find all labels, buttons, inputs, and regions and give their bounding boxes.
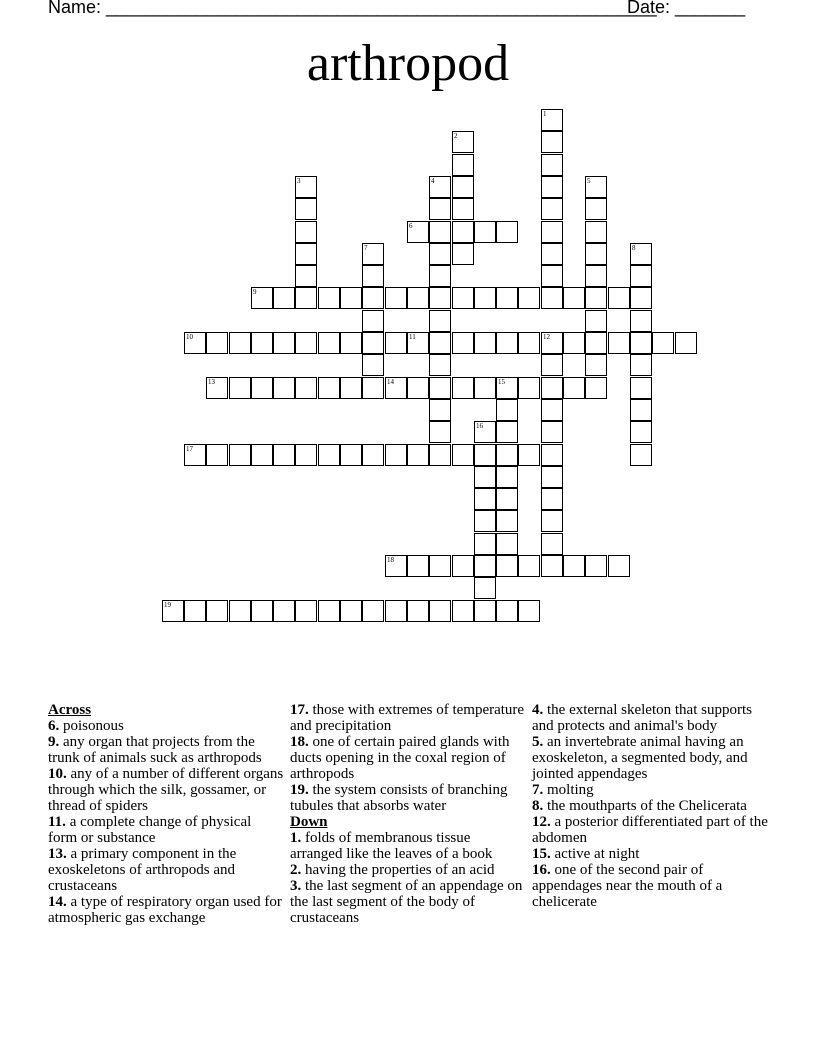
grid-cell[interactable] [206,332,228,354]
grid-cell[interactable] [474,600,496,622]
grid-cell[interactable] [429,310,451,332]
clue-across-10: 10. any of a number of different organs through which the silk, gossamer, or thread of spiders [48,766,284,814]
grid-cell[interactable] [474,444,496,466]
grid-cell[interactable] [630,399,652,421]
grid-cell[interactable] [273,332,295,354]
clue-down-15: 15. active at night [532,846,640,862]
grid-cell[interactable] [362,310,384,332]
grid-cell[interactable] [295,444,317,466]
grid-cell[interactable] [362,332,384,354]
grid-cell[interactable] [429,354,451,376]
grid-cell[interactable] [295,221,317,243]
grid-cell[interactable] [206,600,228,622]
grid-cell[interactable] [630,444,652,466]
grid-cell[interactable] [429,399,451,421]
grid-cell[interactable] [452,377,474,399]
grid-cell[interactable] [496,421,518,443]
grid-cell[interactable] [496,444,518,466]
grid-cell[interactable] [295,198,317,220]
grid-cell[interactable] [496,287,518,309]
clue-down-5: 5. an invertebrate animal having an exoskeleton, a segmented body, and jointed appendages [532,734,748,782]
grid-cell[interactable] [496,377,518,399]
cell-number: 1 [543,110,547,118]
grid-cell[interactable] [541,555,563,577]
cell-number: 6 [409,222,413,230]
grid-cell[interactable] [452,221,474,243]
grid-cell[interactable] [295,377,317,399]
grid-cell[interactable] [585,332,607,354]
grid-cell[interactable] [429,287,451,309]
grid-cell[interactable] [541,510,563,532]
grid-cell[interactable] [474,555,496,577]
grid-cell[interactable] [385,600,407,622]
grid-cell[interactable] [429,198,451,220]
grid-cell[interactable] [541,287,563,309]
grid-cell[interactable] [429,332,451,354]
grid-cell[interactable] [630,332,652,354]
grid-cell[interactable] [630,354,652,376]
grid-cell[interactable] [385,332,407,354]
grid-cell[interactable] [362,600,384,622]
grid-cell[interactable] [295,243,317,265]
grid-cell[interactable] [541,444,563,466]
grid-cell[interactable] [429,600,451,622]
grid-cell[interactable] [496,600,518,622]
grid-cell[interactable] [630,287,652,309]
grid-cell[interactable] [362,354,384,376]
grid-cell[interactable] [585,198,607,220]
grid-cell[interactable] [474,466,496,488]
grid-cell[interactable] [630,377,652,399]
puzzle-title: arthropod [306,35,510,92]
grid-cell[interactable] [407,555,429,577]
grid-cell[interactable] [541,131,563,153]
clue-down-8: 8. the mouthparts of the Chelicerata [532,798,747,814]
across-heading: Across [48,702,92,718]
grid-cell[interactable] [496,488,518,510]
grid-cell[interactable] [518,332,540,354]
cell-number: 4 [431,177,435,185]
grid-cell[interactable] [518,377,540,399]
grid-cell[interactable] [184,332,206,354]
grid-cell[interactable] [630,421,652,443]
date-field[interactable]: Date: _______ [627,0,746,17]
grid-cell[interactable] [585,221,607,243]
grid-cell[interactable] [518,555,540,577]
grid-cell[interactable] [273,600,295,622]
cell-number: 5 [587,177,591,185]
grid-cell[interactable] [585,287,607,309]
grid-cell[interactable] [452,332,474,354]
cell-number: 3 [297,177,301,185]
grid-cell[interactable] [295,332,317,354]
cell-number: 17 [186,445,193,453]
grid-cell[interactable] [251,332,273,354]
grid-cell[interactable] [585,377,607,399]
grid-cell[interactable] [318,600,340,622]
grid-cell[interactable] [652,332,674,354]
clue-across-13: 13. a primary component in the exoskeletons of arthropods and crustaceans [48,846,237,894]
cell-number: 14 [387,378,394,386]
grid-cell[interactable] [340,600,362,622]
grid-cell[interactable] [162,600,184,622]
grid-cell[interactable] [407,221,429,243]
grid-cell[interactable] [541,399,563,421]
grid-cell[interactable] [273,444,295,466]
grid-cell[interactable] [251,287,273,309]
grid-cell[interactable] [518,600,540,622]
grid-cell[interactable] [518,287,540,309]
grid-cell[interactable] [541,198,563,220]
grid-cell[interactable] [385,287,407,309]
clues-section [48,702,768,952]
cell-number: 8 [632,244,636,252]
cell-number: 13 [208,378,215,386]
grid-cell[interactable] [608,555,630,577]
clue-down-12: 12. a posterior differentiated part of the abdomen [532,814,768,846]
grid-cell[interactable] [362,444,384,466]
grid-cell[interactable] [585,555,607,577]
grid-cell[interactable] [496,221,518,243]
grid-cell[interactable] [429,176,451,198]
grid-cell[interactable] [541,533,563,555]
grid-cell[interactable] [563,377,585,399]
cell-number: 16 [476,422,483,430]
cell-number: 19 [164,601,171,609]
grid-cell[interactable] [541,265,563,287]
clue-column-1 [48,702,284,926]
grid-cell[interactable] [541,154,563,176]
grid-cell[interactable] [407,444,429,466]
grid-cell[interactable] [295,176,317,198]
grid-cell[interactable] [340,332,362,354]
grid-cell[interactable] [452,198,474,220]
grid-cell[interactable] [318,287,340,309]
grid-cell[interactable] [496,399,518,421]
clue-across-11: 11. a complete change of physical form or substance [48,814,252,846]
grid-cell[interactable] [429,221,451,243]
grid-cell[interactable] [452,131,474,153]
clue-across-9: 9. any organ that projects from the trunk of animals suck as arthropods [48,734,262,766]
clue-down-4: 4. the external skeleton that supports and protects and animal's body [532,702,752,734]
clue-across-17: 17. those with extremes of temperature and precipitation [290,702,525,734]
grid-cell[interactable] [630,310,652,332]
grid-cell[interactable] [251,600,273,622]
grid-cell[interactable] [452,154,474,176]
grid-cell[interactable] [318,377,340,399]
grid-cell[interactable] [541,421,563,443]
cell-number: 18 [387,556,394,564]
grid-cell[interactable] [184,600,206,622]
cell-number: 12 [543,333,550,341]
grid-cell[interactable] [563,555,585,577]
grid-cell[interactable] [541,109,563,131]
grid-cell[interactable] [630,265,652,287]
grid-cell[interactable] [518,444,540,466]
name-field[interactable]: Name: _______________________________________________________ [48,0,657,17]
clue-across-18: 18. one of certain paired glands with ducts opening in the coxal region of arthropods [290,734,510,782]
grid-cell[interactable] [541,466,563,488]
clue-column-3 [532,702,768,910]
grid-cell[interactable] [251,377,273,399]
grid-cell[interactable] [474,332,496,354]
grid-cell[interactable] [295,600,317,622]
grid-cell[interactable] [407,600,429,622]
grid-cell[interactable] [407,332,429,354]
grid-cell[interactable] [496,555,518,577]
grid-cell[interactable] [608,287,630,309]
cell-number: 9 [253,288,257,296]
grid-cell[interactable] [429,265,451,287]
cell-number: 10 [186,333,193,341]
grid-cell[interactable] [585,243,607,265]
grid-cell[interactable] [452,600,474,622]
grid-cell[interactable] [496,466,518,488]
clue-down-16: 16. one of the second pair of appendages near the mouth of a chelicerate [532,862,723,910]
grid-cell[interactable] [229,377,251,399]
grid-cell[interactable] [474,488,496,510]
grid-cell[interactable] [362,287,384,309]
grid-cell[interactable] [474,221,496,243]
grid-cell[interactable] [429,377,451,399]
grid-cell[interactable] [385,444,407,466]
grid-cell[interactable] [340,287,362,309]
grid-cell[interactable] [184,444,206,466]
grid-cell[interactable] [229,332,251,354]
grid-cell[interactable] [541,488,563,510]
grid-cell[interactable] [206,377,228,399]
cell-number: 11 [409,333,416,341]
grid-cell[interactable] [407,377,429,399]
grid-cell[interactable] [541,377,563,399]
grid-cell[interactable] [452,287,474,309]
grid-cell[interactable] [385,555,407,577]
grid-cell[interactable] [273,287,295,309]
grid-cell[interactable] [251,444,273,466]
clue-column-2 [290,702,526,926]
clue-down-7: 7. molting [532,782,594,798]
clue-across-19: 19. the system consists of branching tubules that absorbs water [290,782,508,814]
grid-cell[interactable] [340,444,362,466]
grid-cell[interactable] [585,354,607,376]
grid-cell[interactable] [229,444,251,466]
cell-number: 15 [498,378,505,386]
grid-cell[interactable] [474,377,496,399]
cell-number: 7 [364,244,368,252]
grid-cell[interactable] [429,421,451,443]
grid-cell[interactable] [429,444,451,466]
clue-down-3: 3. the last segment of an appendage on the last segment of the body of crustaceans [290,878,523,926]
grid-cell[interactable] [429,243,451,265]
grid-cell[interactable] [496,332,518,354]
grid-cell[interactable] [541,332,563,354]
grid-cell[interactable] [474,533,496,555]
grid-cell[interactable] [452,555,474,577]
grid-cell[interactable] [563,332,585,354]
grid-cell[interactable] [385,377,407,399]
clue-down-1: 1. folds of membranous tissue arranged like the leaves of a book [290,830,493,862]
down-heading: Down [290,814,328,830]
clue-across-6: 6. poisonous [48,718,124,734]
grid-cell[interactable] [206,444,228,466]
grid-cell[interactable] [318,444,340,466]
clue-across-14: 14. a type of respiratory organ used for atmospheric gas exchange [48,894,282,926]
grid-cell[interactable] [362,377,384,399]
grid-cell[interactable] [318,332,340,354]
grid-cell[interactable] [630,243,652,265]
grid-cell[interactable] [429,555,451,577]
grid-cell[interactable] [585,310,607,332]
grid-cell[interactable] [563,287,585,309]
grid-cell[interactable] [295,287,317,309]
grid-cell[interactable] [452,444,474,466]
grid-cell[interactable] [585,176,607,198]
clue-down-2: 2. having the properties of an acid [290,862,495,878]
grid-cell[interactable] [541,354,563,376]
grid-cell[interactable] [496,533,518,555]
grid-cell[interactable] [675,332,697,354]
grid-cell[interactable] [295,265,317,287]
cell-number: 2 [454,132,458,140]
grid-cell[interactable] [407,287,429,309]
grid-cell[interactable] [474,577,496,599]
grid-cell[interactable] [340,377,362,399]
grid-cell[interactable] [541,176,563,198]
grid-cell[interactable] [452,176,474,198]
grid-cell[interactable] [496,510,518,532]
grid-cell[interactable] [541,243,563,265]
grid-cell[interactable] [474,287,496,309]
grid-cell[interactable] [474,421,496,443]
grid-cell[interactable] [452,243,474,265]
grid-cell[interactable] [474,510,496,532]
grid-cell[interactable] [229,600,251,622]
grid-cell[interactable] [608,332,630,354]
grid-cell[interactable] [585,265,607,287]
grid-cell[interactable] [273,377,295,399]
grid-cell[interactable] [362,265,384,287]
grid-cell[interactable] [541,221,563,243]
grid-cell[interactable] [362,243,384,265]
